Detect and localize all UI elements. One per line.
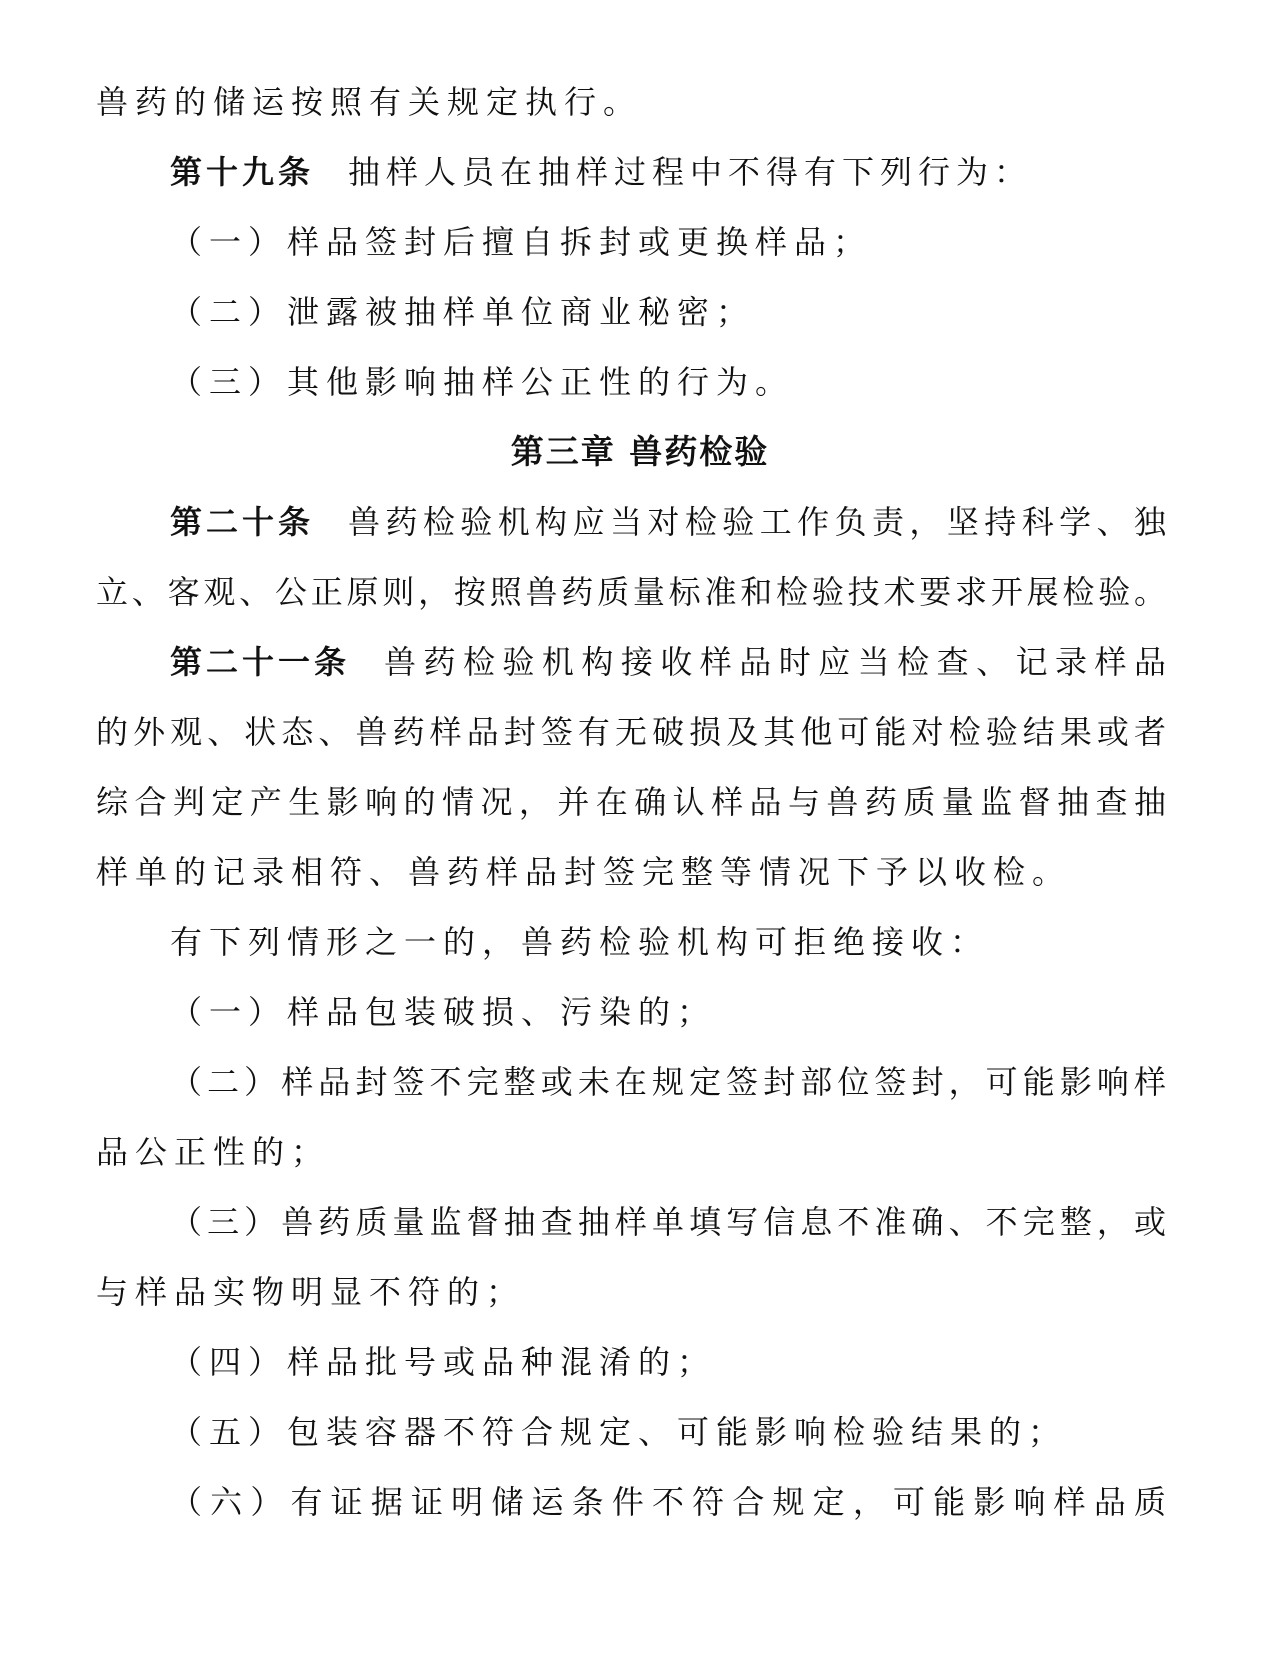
article-19-heading: 第十九条 [170, 153, 315, 191]
article-20-heading: 第二十条 [170, 503, 315, 541]
chapter-title: 第三章 兽药检验 [510, 432, 770, 471]
article-19-text: 抽样人员在抽样过程中不得有下列行为： [348, 153, 1033, 191]
article-20-text: 兽药检验机构应当对检验工作负责，坚持科学、独 [348, 503, 1166, 541]
article-21-heading: 第二十一条 [170, 643, 351, 681]
list-item: （二）泄露被抽样单位商业秘密； [170, 293, 756, 331]
list-item: （二）样品封签不完整或未在规定签封部位签封，可能影响样 [170, 1063, 1166, 1101]
list-item: （一）样品包装破损、污染的； [170, 993, 717, 1031]
article-21-line [170, 642, 1166, 682]
text-line: 品公正性的； [96, 1133, 331, 1171]
text-line: 有下列情形之一的，兽药检验机构可拒绝接收： [170, 923, 990, 961]
text-line: 兽药的储运按照有关规定执行。 [96, 83, 643, 121]
list-item: （五）包装容器不符合规定、可能影响检验结果的； [170, 1413, 1068, 1451]
list-item: （六）有证据证明储运条件不符合规定，可能影响样品质 [170, 1483, 1166, 1521]
article-20-line [170, 502, 1166, 542]
article-19-line [170, 152, 1166, 192]
list-item: （三）兽药质量监督抽查抽样单填写信息不准确、不完整，或 [170, 1203, 1166, 1241]
list-item: （一）样品签封后擅自拆封或更换样品； [170, 223, 873, 261]
text-line: 的外观、状态、兽药样品封签有无破损及其他可能对检验结果或者 [96, 713, 1166, 751]
text-line: 立、客观、公正原则，按照兽药质量标准和检验技术要求开展检验。 [96, 573, 1166, 611]
text-line: 与样品实物明显不符的； [96, 1273, 526, 1311]
article-21-text: 兽药检验机构接收样品时应当检查、记录样品 [384, 643, 1166, 681]
text-line: 样单的记录相符、兽药样品封签完整等情况下予以收检。 [96, 853, 1072, 891]
list-item: （三）其他影响抽样公正性的行为。 [170, 363, 795, 401]
list-item: （四）样品批号或品种混淆的； [170, 1343, 717, 1381]
text-line: 综合判定产生影响的情况，并在确认样品与兽药质量监督抽查抽 [96, 783, 1166, 821]
